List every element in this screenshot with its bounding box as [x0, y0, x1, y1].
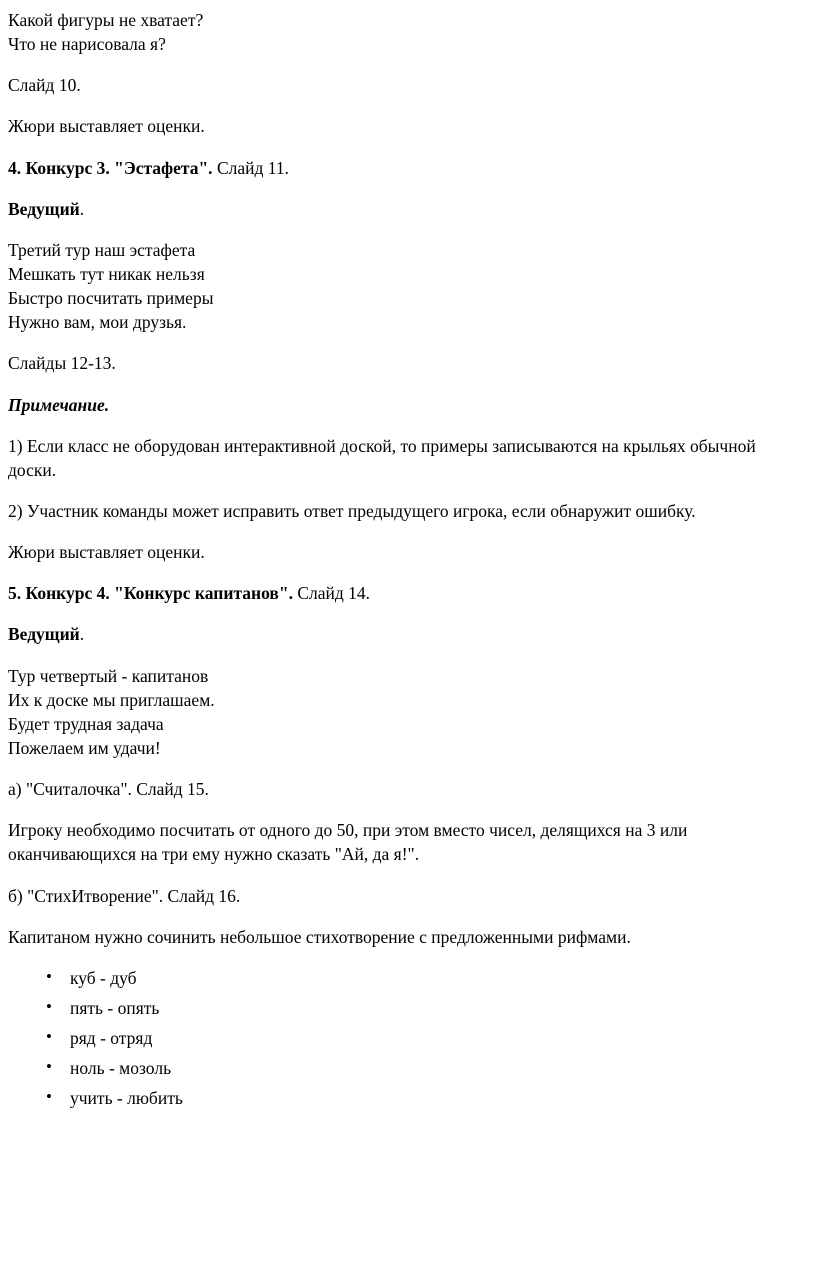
verse-block	[8, 8, 792, 56]
list-item: • учить - любить	[8, 1086, 792, 1110]
text-run: .	[79, 198, 85, 219]
text-run-bold: Ведущий	[8, 198, 80, 219]
verse-block	[8, 664, 792, 761]
paragraph: 2) Участник команды может исправить ответ предыдущего игрока, если обнаружит ошибку.	[8, 500, 696, 521]
verse-line: Нужно вам, мои друзья.	[8, 312, 187, 333]
text-run: .	[79, 624, 85, 645]
paragraph: Слайды 12-13.	[8, 353, 116, 374]
list-item: • ноль - мозоль	[8, 1056, 792, 1080]
text-run-bold: 4. Конкурс 3. "Эстафета".	[8, 157, 217, 178]
paragraph	[8, 581, 792, 605]
verse-line: Что не нарисовала я?	[8, 34, 166, 55]
paragraph: Жюри выставляет оценки.	[8, 542, 205, 563]
paragraph: Жюри выставляет оценки.	[8, 116, 205, 137]
verse-line: Их к доске мы приглашаем.	[8, 689, 215, 710]
list-item: • пять - опять	[8, 996, 792, 1020]
verse-line: Мешкать тут никак нельзя	[8, 263, 205, 284]
text-run: Слайд 11.	[216, 157, 289, 178]
paragraph: Игроку необходимо посчитать от одного до 50, при этом вместо чисел, делящихся на 3 или оканчивающихся на три ему нужно сказать "Ай, да я!".	[8, 820, 688, 865]
text-run-bold: 5. Конкурс 4. "Конкурс капитанов".	[8, 583, 298, 604]
document-body	[8, 8, 792, 1111]
paragraph: Слайд 10.	[8, 75, 81, 96]
rhyme-list	[8, 966, 792, 1111]
paragraph: Капитаном нужно сочинить небольшое стихотворение с предложенными рифмами.	[8, 926, 631, 947]
text-run: Слайд 14.	[297, 583, 371, 604]
verse-line: Быстро посчитать примеры	[8, 288, 214, 309]
paragraph	[8, 197, 792, 221]
verse-line: Тур четвертый - капитанов	[8, 665, 209, 686]
verse-line: Будет трудная задача	[8, 713, 164, 734]
list-item: • ряд - отряд	[8, 1026, 792, 1050]
paragraph	[8, 622, 792, 646]
verse-line: Какой фигуры не хватает?	[8, 10, 204, 30]
list-item: • куб - дуб	[8, 966, 792, 990]
text-run-bold-italic: Примечание.	[8, 394, 110, 415]
text-run-bold: Ведущий	[8, 624, 80, 645]
verse-block	[8, 238, 792, 335]
paragraph	[8, 156, 792, 180]
verse-line: Третий тур наш эстафета	[8, 239, 196, 260]
paragraph: а) "Считалочка". Слайд 15.	[8, 779, 209, 800]
paragraph: 1) Если класс не оборудован интерактивной доской, то примеры записываются на крыльях обычной доски.	[8, 435, 756, 480]
paragraph: б) "СтихИтворение". Слайд 16.	[8, 885, 241, 906]
paragraph	[8, 393, 792, 417]
verse-line: Пожелаем им удачи!	[8, 737, 161, 758]
